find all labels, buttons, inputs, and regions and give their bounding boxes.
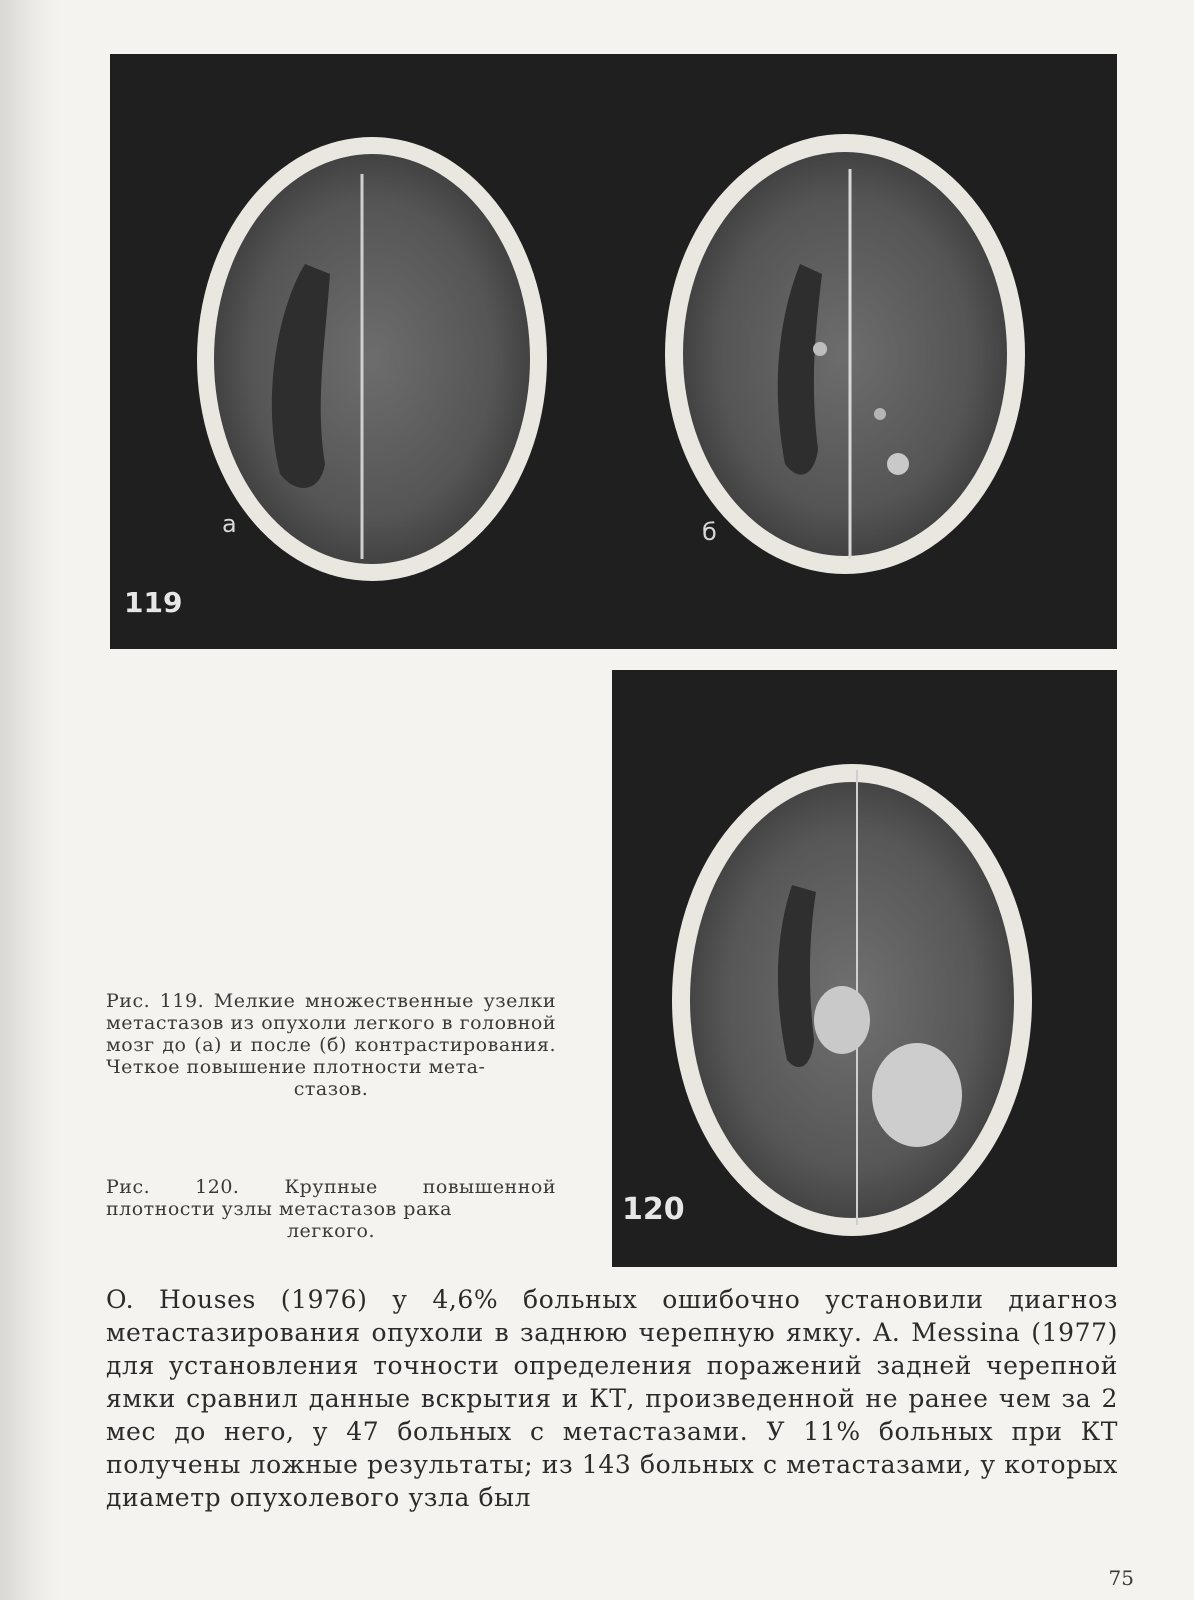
caption-figure-120: [106, 1176, 556, 1242]
caption-119-end: стазов.: [293, 1078, 369, 1100]
page-gutter-shadow: [0, 0, 60, 1600]
caption-119-text: Рис. 119. Мелкие множественные узелки метастазов из опухоли легкого в головной мозг до (а) и после (б) контрастирования. Четкое повышение плотности мета-: [106, 990, 556, 1078]
figure-number-119: 119: [124, 586, 183, 619]
figure-120-image: [612, 670, 1117, 1267]
ct-scan-a: [197, 137, 547, 581]
figure-number-120: 120: [622, 1192, 685, 1227]
ct-scan-120: [612, 670, 1117, 1267]
caption-120-text: Рис. 120. Крупные повышенной плотности узлы метастазов рака: [106, 1176, 556, 1220]
ct-scans-119: [110, 54, 1117, 649]
scan-label-a: а: [222, 510, 237, 538]
caption-figure-119: [106, 990, 556, 1100]
body-paragraph: O. Houses (1976) у 4,6% больных ошибочно установили диагноз метастазирования опухоли в заднюю черепную ямку. A. Messina (1977) для установления точности определения поражений задней черепной ямки сравнил данные вскрытия и КТ, произведенной не ранее чем за 2 мес до него, у 47 больных с метастазами. У 11% больных при КТ получены ложные результаты; из 143 больных с метастазами, у которых диаметр опухолевого узла был: [106, 1285, 1118, 1512]
page-number: 75: [1108, 1566, 1134, 1590]
ct-scan-b: [665, 134, 1025, 574]
caption-120-end: легкого.: [286, 1220, 375, 1242]
figure-119-image: [110, 54, 1117, 649]
scan-label-b: б: [702, 518, 717, 546]
